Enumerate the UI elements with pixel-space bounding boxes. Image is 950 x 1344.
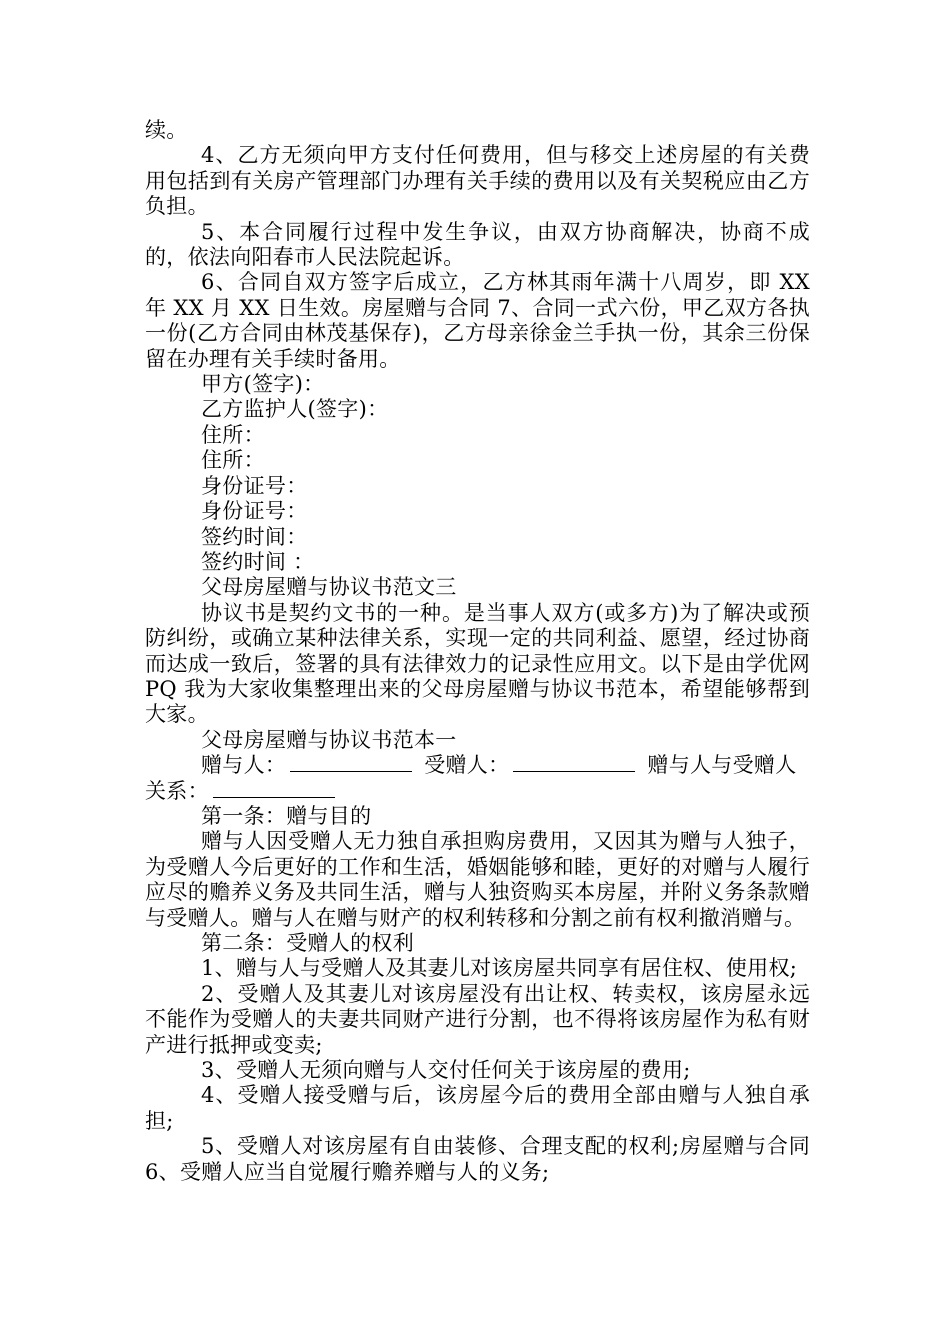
clause-4: 4、乙方无须向甲方支付任何费用，但与移交上述房屋的有关费用包括到有关房产管理部门办理有关手续的费用以及有关契税应由乙方负担。 [145, 143, 810, 219]
right-item-1: 1、赠与人与受赠人及其妻儿对该房屋共同享有居住权、使用权; [201, 956, 798, 981]
right-item-2: 2、受赠人及其妻儿对该房屋没有出让权、转卖权，该房屋永远不能作为受赠人的夫妻共同财产进行分割，也不得将该房屋作为私有财产进行抵押或变卖; [145, 981, 810, 1057]
relation-label-cont: 关系： [145, 778, 209, 803]
signature-guardian: 乙方监护人(签字)： [201, 397, 389, 422]
address-line: 住所： [201, 448, 265, 473]
right-item-5: 5、受赠人对该房屋有自由装修、合理支配的权利;房屋赠与合同 6、受赠人应当自觉履行赡养赠与人的义务; [145, 1134, 810, 1184]
sign-date-line: 签约时间 ： [201, 549, 315, 574]
signature-party-a: 甲方(签字)： [201, 372, 325, 397]
recipient-blank [513, 753, 635, 772]
document-body [145, 118, 810, 1185]
relation-line [145, 779, 810, 804]
donor-label: 赠与人： [201, 753, 287, 778]
relation-label: 赠与人与受赠人 [647, 753, 797, 778]
address-line: 住所： [201, 422, 265, 447]
parties-line [145, 753, 810, 778]
donor-blank [290, 753, 412, 772]
article-1-body: 赠与人因受赠人无力独自承担购房费用，又因其为赠与人独子，为受赠人今后更好的工作和生活，婚姻能够和睦，更好的对赠与人履行应尽的赡养义务及共同生活，赠与人独资购买本房屋，并附义务条款赠与受赠人。赠与人在赠与财产的权利转移和分割之前有权利撤消赠与。 [145, 829, 810, 930]
right-item-3: 3、受赠人无须向赠与人交付任何关于该房屋的费用; [201, 1058, 691, 1083]
section-heading: 父母房屋赠与协议书范本一 [201, 727, 457, 752]
id-number-line: 身份证号： [201, 473, 308, 498]
right-item-4: 4、受赠人接受赠与后，该房屋今后的费用全部由赠与人独自承担; [145, 1083, 810, 1133]
sign-date-line: 签约时间： [201, 524, 308, 549]
article-heading: 第二条：受赠人的权利 [201, 931, 414, 955]
intro-paragraph: 协议书是契约文书的一种。是当事人双方(或多方)为了解决或预防纠纷，或确立某种法律关系，实现一定的共同利益、愿望，经过协商而达成一致后，签署的具有法律效力的记录性应用文。以下是由学优网 PQ 我为大家收集整理出来的父母房屋赠与协议书范本，希望能够帮到大家。 [145, 600, 810, 727]
clause-5: 5、本合同履行过程中发生争议，由双方协商解决，协商不成的，依法向阳春市人民法院起诉。 [145, 219, 810, 270]
recipient-label: 受赠人： [424, 753, 510, 778]
article-heading: 第一条：赠与目的 [201, 803, 372, 828]
paragraph-continuation: 续。 [145, 118, 188, 142]
relation-blank [213, 779, 335, 798]
id-number-line: 身份证号： [201, 499, 308, 524]
section-heading: 父母房屋赠与协议书范文三 [201, 575, 457, 600]
clause-6: 6、合同自双方签字后成立，乙方林其雨年满十八周岁，即 XX 年 XX 月 XX 日生效。房屋赠与合同 7、合同一式六份，甲乙双方各执一份(乙方合同由林茂基保存)，乙方母亲徐金兰手执一份，其余三份保留在办理有关手续时备用。 [145, 270, 810, 371]
